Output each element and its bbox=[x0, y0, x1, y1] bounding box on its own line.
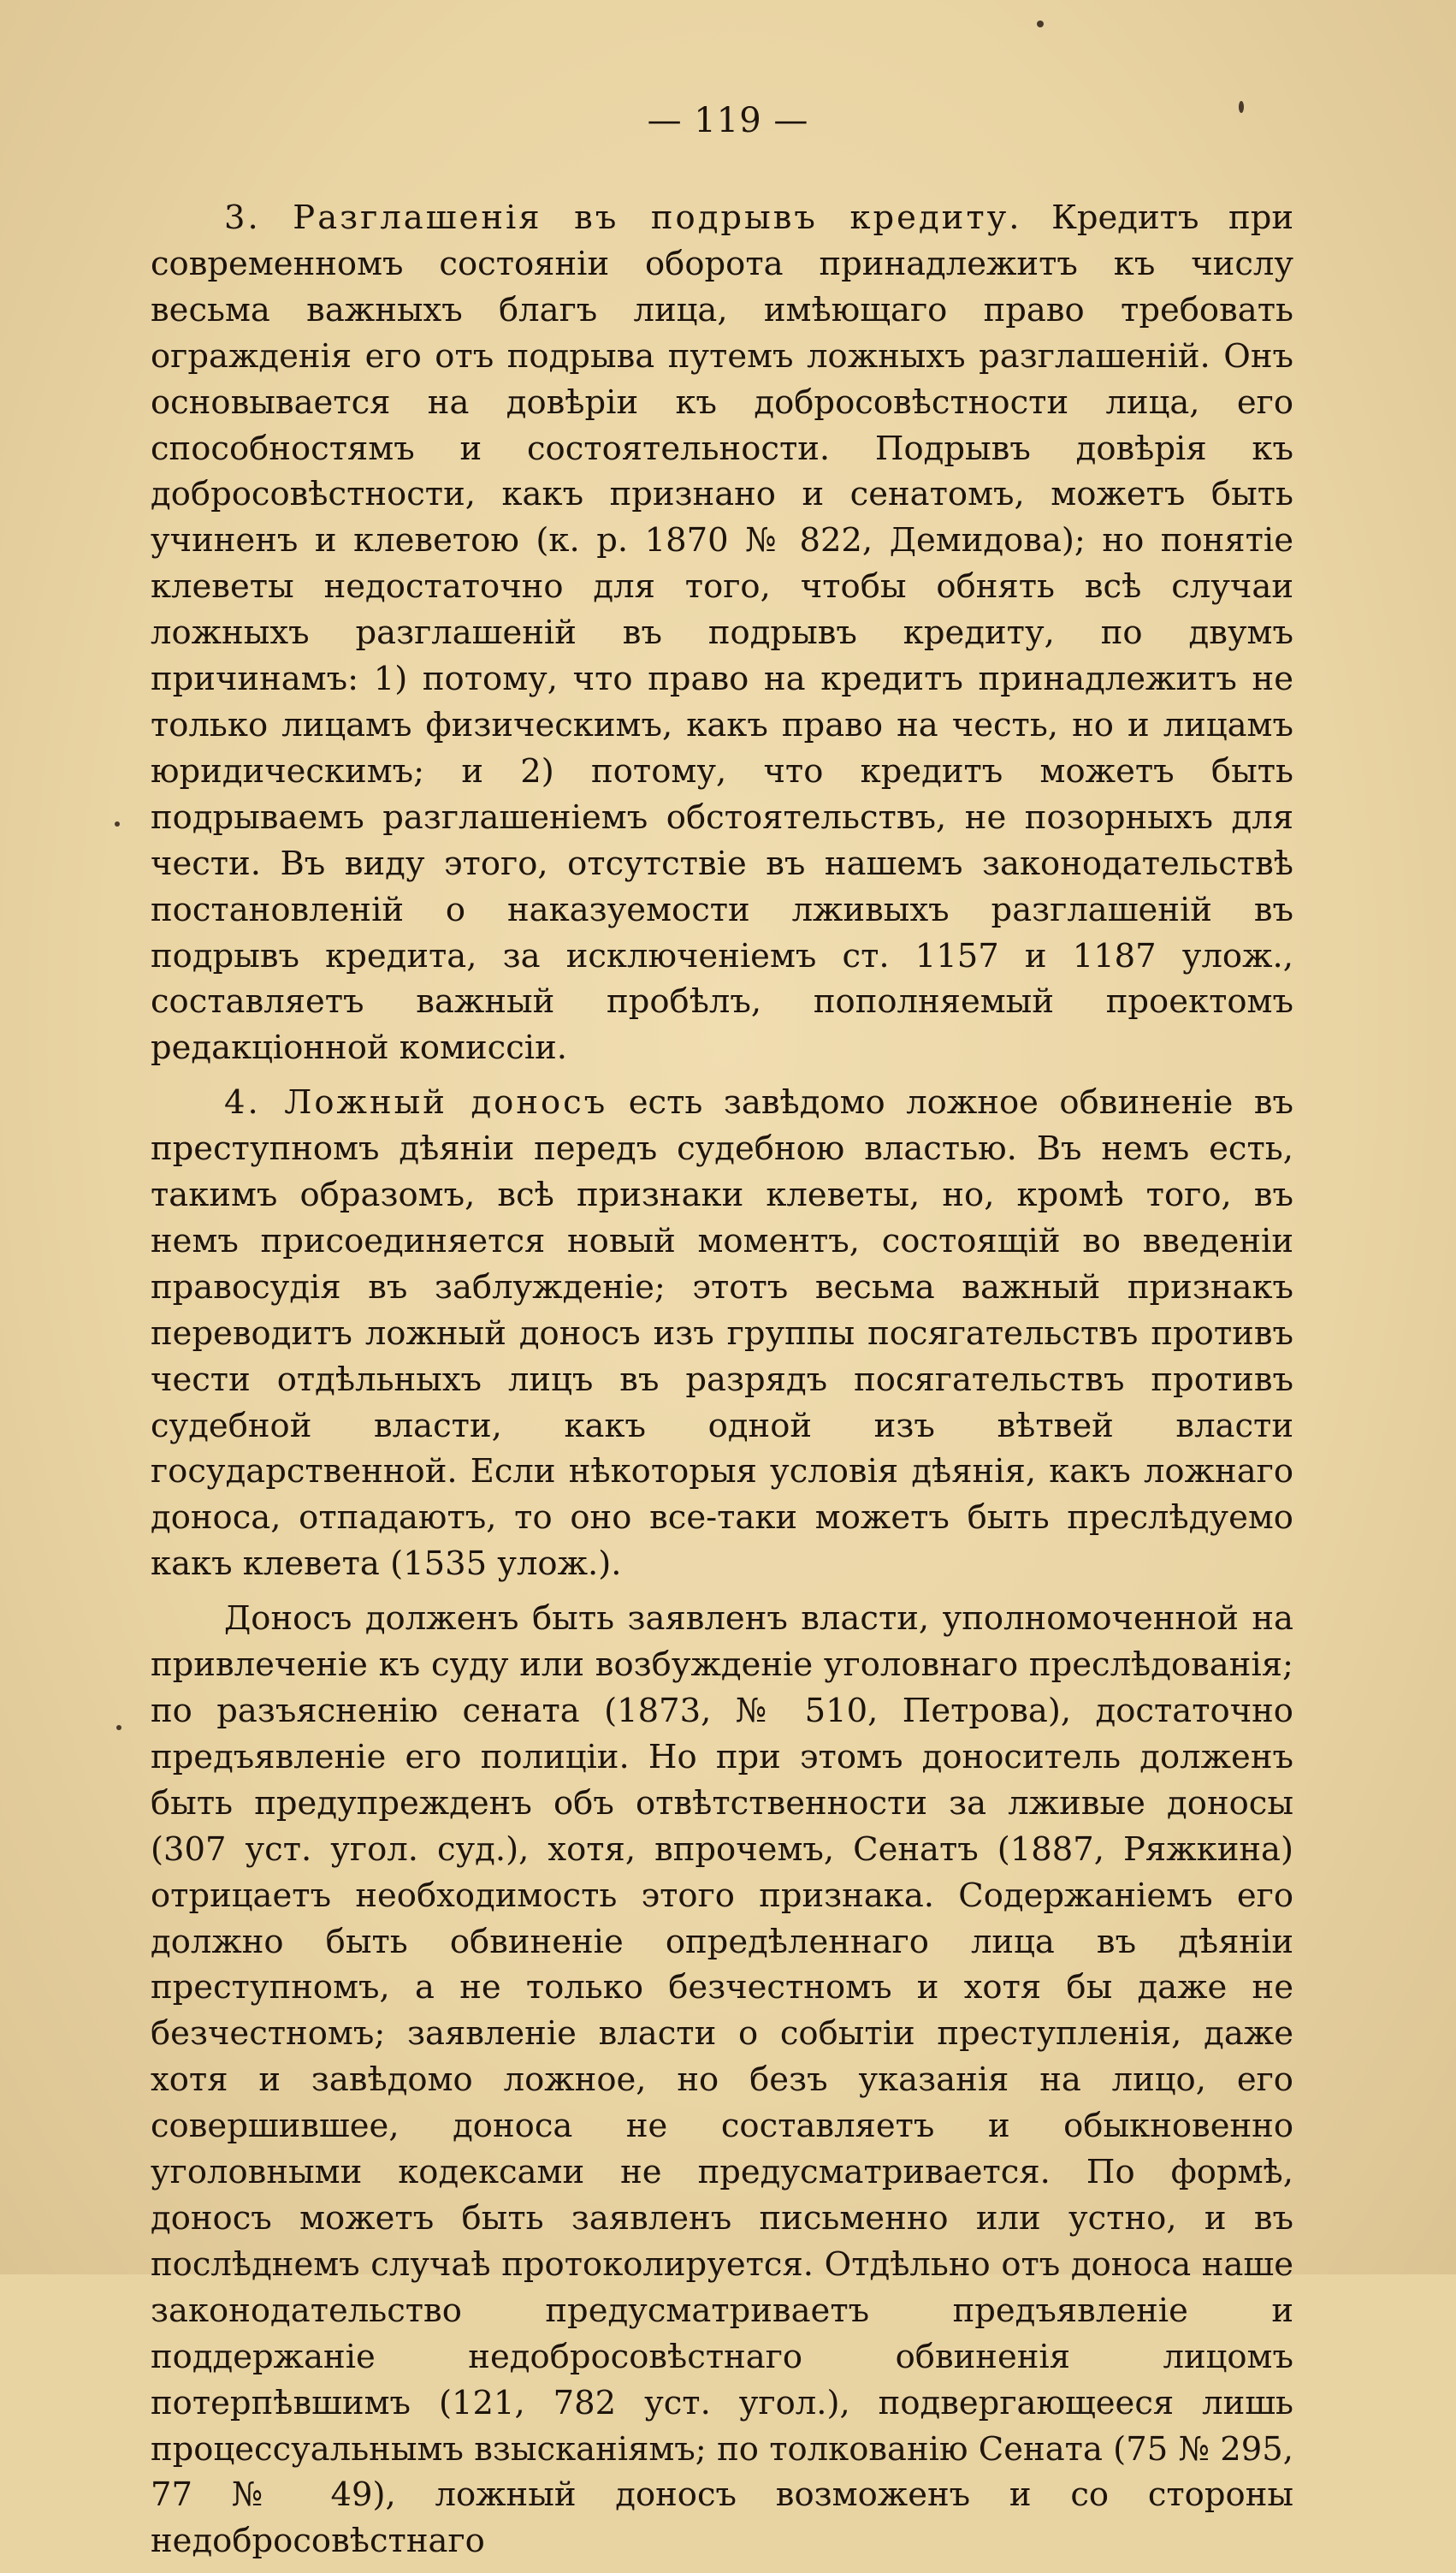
paragraph-lead: 4. Ложный доносъ bbox=[224, 1083, 608, 1123]
paragraph-lead: 3. Разглашенія въ подрывъ кредиту. bbox=[224, 199, 1022, 237]
ink-spot bbox=[1037, 21, 1044, 27]
ink-spot bbox=[116, 1725, 121, 1730]
ink-spot bbox=[115, 821, 120, 827]
paragraph-donos bbox=[151, 1596, 1293, 2564]
paragraph-3 bbox=[151, 195, 1293, 1071]
paragraph-text: есть завѣдомо ложное обвиненіе въ преступномъ дѣяніи передъ судебною властью. Въ немъ есть, такимъ образомъ, всѣ признаки клеветы, но, кромѣ того, въ немъ присоединяется новый моментъ, состоящій во введеніи правосудія въ заблужденіе; этотъ весьма важный признакъ переводитъ ложный доносъ изъ группы посягательствъ противъ чести отдѣльныхъ лицъ въ разрядъ посягательствъ противъ судебной власти, какъ одной изъ вѣтвей власти государственной. Если нѣкоторыя условія дѣянія, какъ ложнаго доноса, отпадаютъ, то оно все-таки можетъ быть преслѣдуемо какъ клевета (1535 улож.). bbox=[151, 1083, 1293, 1584]
paragraph-text: Доносъ долженъ быть заявленъ власти, уполномоченной на привлеченіе къ суду или возбужденіе уголовнаго преслѣдованія; по разъясненію сената (1873, № 510, Петрова), достаточно предъявленіе его полиціи. Но при этомъ доноситель долженъ быть предупрежденъ объ отвѣтственности за лживые доносы (307 уст. угол. суд.), хотя, впрочемъ, Сенатъ (1887, Ряжкина) отрицаетъ необходимость этого признака. Содержаніемъ его должно быть обвиненіе опредѣленнаго лица въ дѣяніи преступномъ, а не только безчестномъ и хотя бы даже не безчестномъ; заявленіе власти о событіи преступленія, даже хотя и завѣдомо ложное, но безъ указанія на лицо, его совершившее, доноса не составляетъ и обыкновенно уголовными кодексами не предусматривается. По формѣ, доносъ можетъ быть заявленъ письменно или устно, и въ послѣднемъ случаѣ протоколируется. Отдѣльно отъ доноса наше законодательство предусматриваетъ предъявленіе и поддержаніе недобросовѣстнаго обвиненія лицомъ потерпѣвшимъ (121, 782 уст. угол.), подвергающееся лишь процессуальнымъ взысканіямъ; по толкованію Сената (75 № 295, 77 № 49), ложный доносъ возможенъ и со стороны недобросовѣстнаго bbox=[151, 1599, 1293, 2561]
body-text bbox=[151, 195, 1293, 2573]
page-number: — 119 — bbox=[647, 101, 809, 140]
paragraph-4 bbox=[151, 1080, 1293, 1587]
paragraph-text: Кредитъ при современномъ состояніи оборота принадлежитъ къ числу весьма важныхъ благъ лица, имѣющаго право требовать огражденія его отъ подрыва путемъ ложныхъ разглашеній. Онъ основывается на довѣріи къ добросовѣстности лица, его способностямъ и состоятельности. Подрывъ довѣрія къ добросовѣстности, какъ признано и сенатомъ, можетъ быть учиненъ и клеветою (к. р. 1870 № 822, Демидова); но понятіе клеветы недостаточно для того, чтобы обнять всѣ случаи ложныхъ разглашеній въ подрывъ кредиту, по двумъ причинамъ: 1) потому, что право на кредитъ принадлежитъ не только лицамъ физическимъ, какъ право на честь, но и лицамъ юридическимъ; и 2) потому, что кредитъ можетъ быть подрываемъ разглашеніемъ обстоятельствъ, не позорныхъ для чести. Въ виду этого, отсутствіе въ нашемъ законодательствѣ постановленій о наказуемости лживыхъ разглашеній въ подрывъ кредита, за исключеніемъ ст. 1157 и 1187 улож., составляетъ важный пробѣлъ, пополняемый проектомъ редакціонной комиссіи. bbox=[151, 199, 1294, 1068]
